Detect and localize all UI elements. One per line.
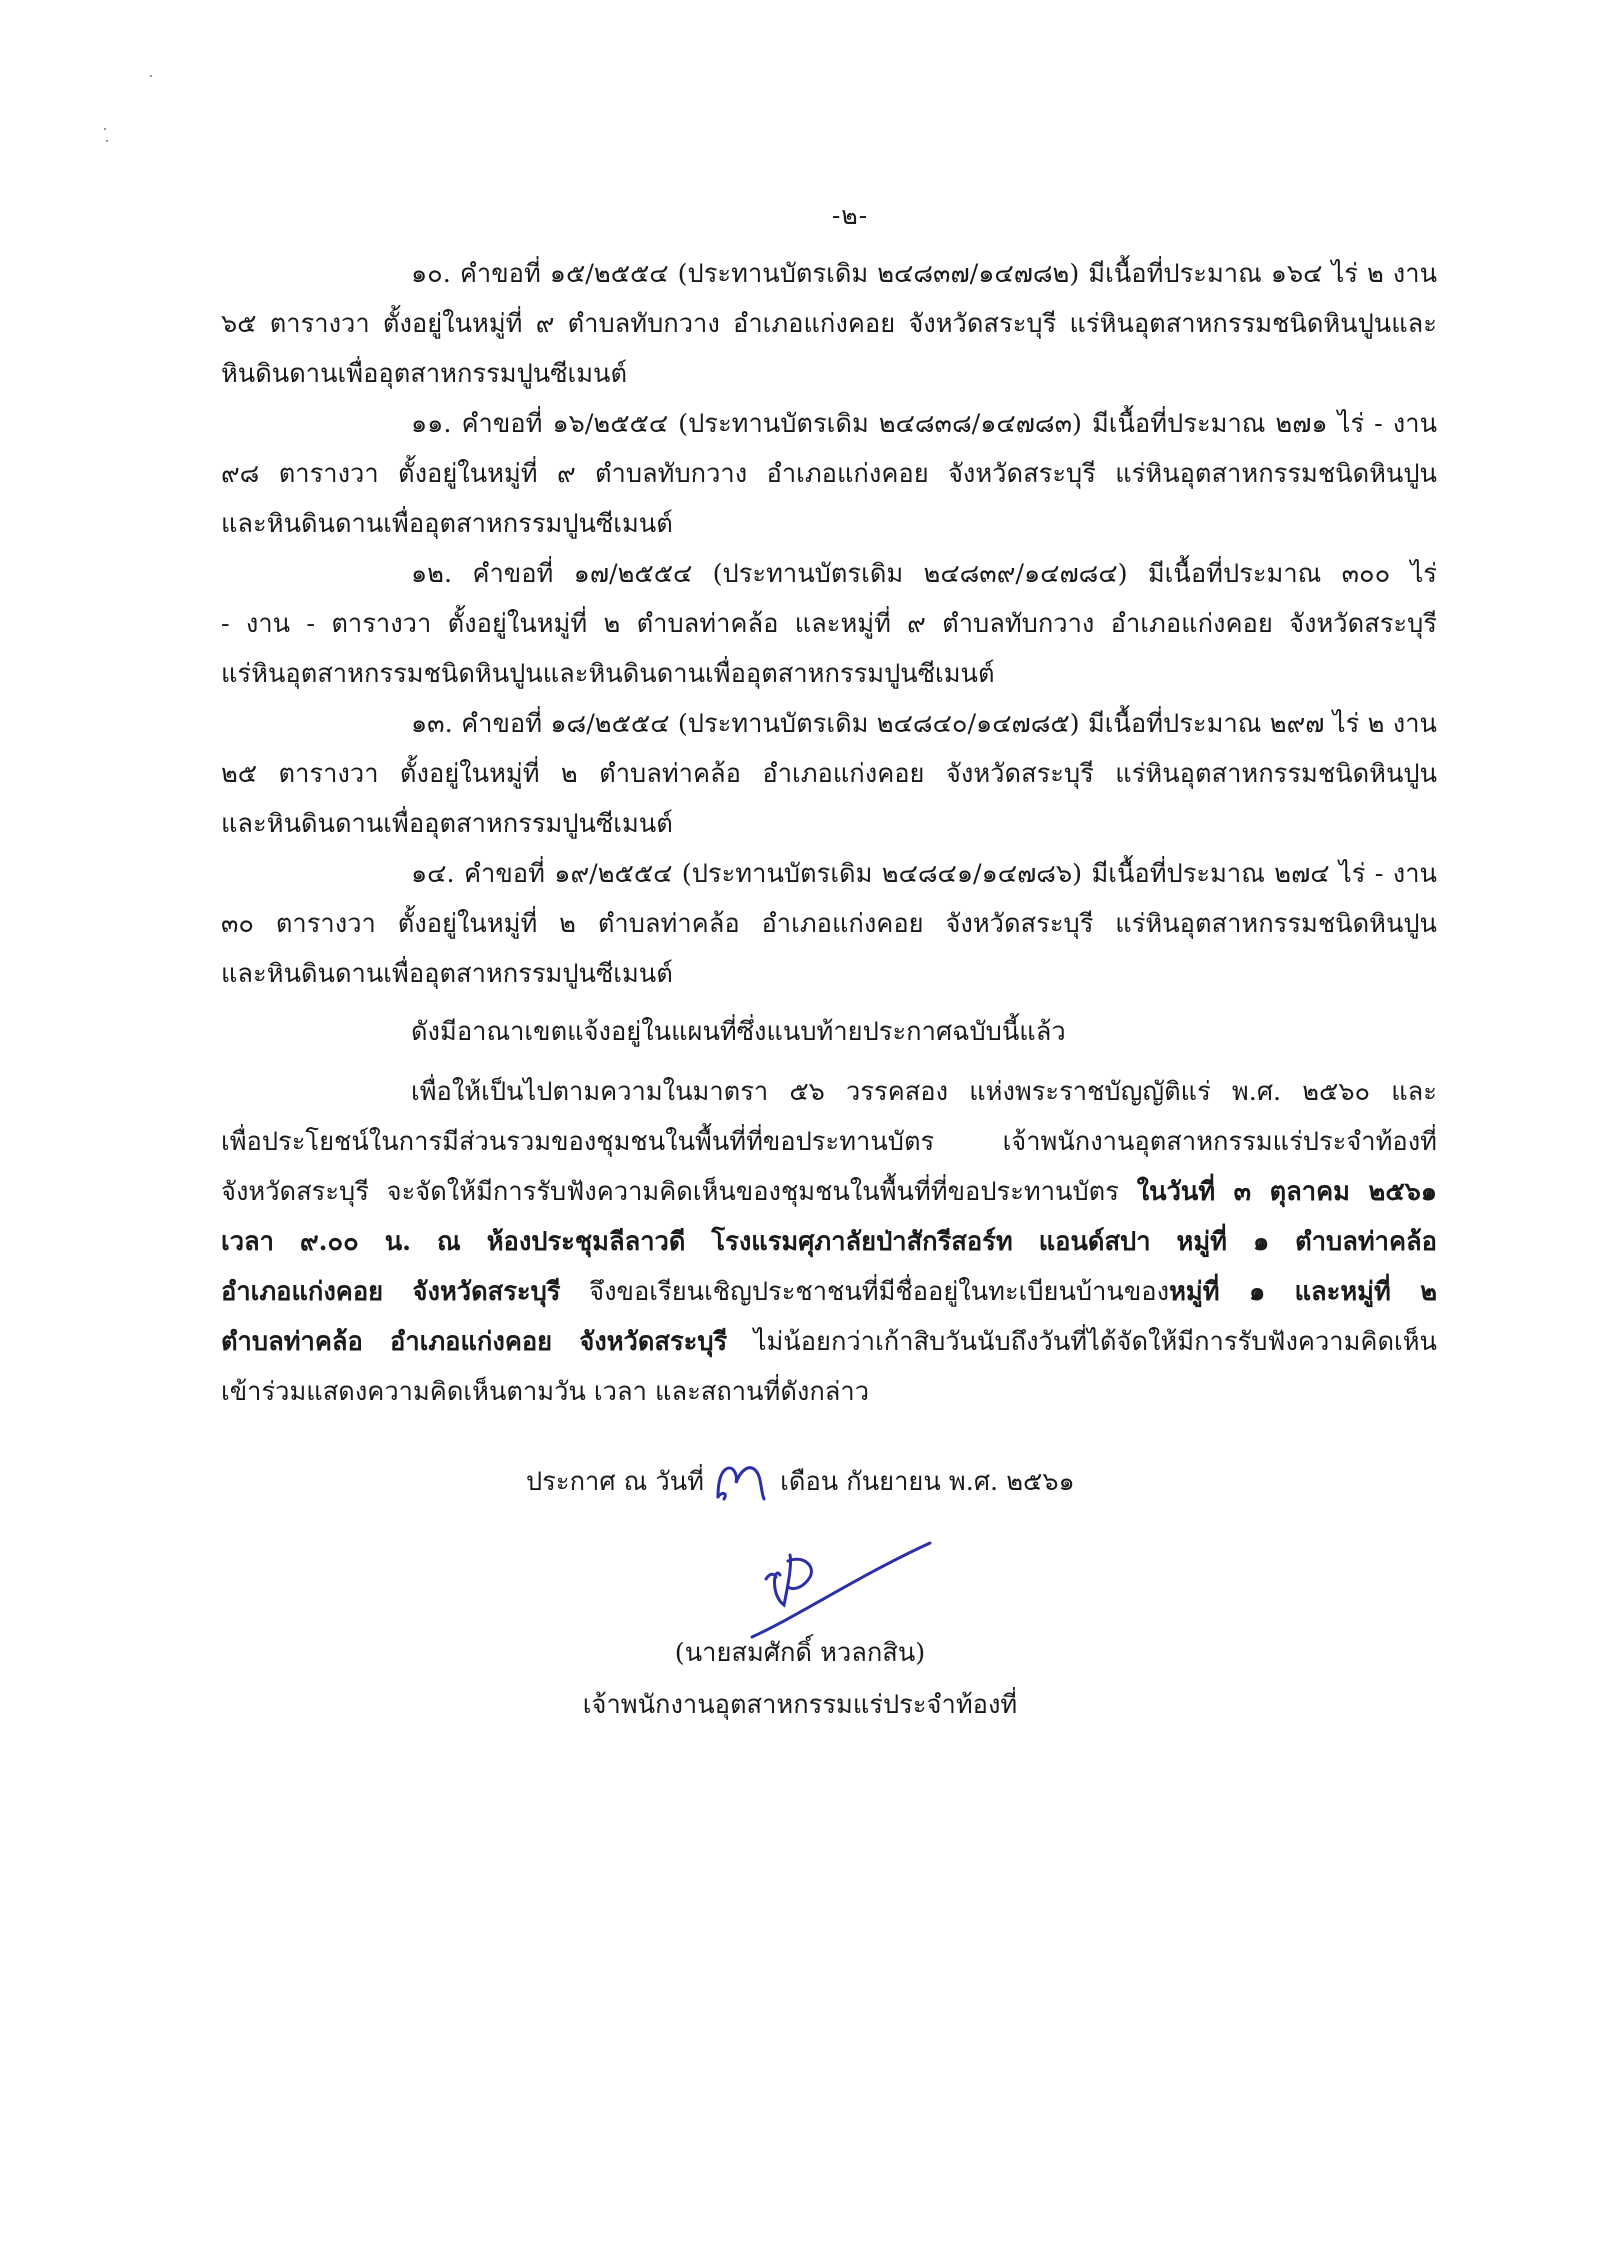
hearing-text: ไม่น้อยกว่าเก้าสิบวันนับถึงวันที่ได้จัดให้มีการรับฟังความคิดเห็น [727, 1327, 1437, 1357]
item-line: ๑๔. คำขอที่ ๑๙/๒๕๕๔ (ประทานบัตรเดิม ๒๔๘๔๑/๑๔๗๘๖) มีเนื้อที่ประมาณ ๒๗๔ ไร่ - งาน [411, 859, 1437, 889]
hearing-villages: หมู่ที่ ๑ และหมู่ที่ ๒ [1169, 1277, 1437, 1307]
hearing-venue: เวลา ๙.๐๐ น. ณ ห้องประชุมลีลาวดี โรงแรมศุภาลัยป่าสักรีสอร์ท แอนด์สปา หมู่ที่ ๑ ตำบลท่าคล้อ [221, 1227, 1437, 1257]
item-line: และหินดินดานเพื่ออุตสาหกรรมปูนซีเมนต์ [221, 809, 673, 839]
signature [740, 1525, 940, 1645]
item-line: ๖๕ ตารางวา ตั้งอยู่ในหมู่ที่ ๙ ตำบลทับกวาง อำเภอแก่งคอย จังหวัดสระบุรี แร่หินอุตสาหกรรมชนิดหินปูนและ [221, 309, 1437, 339]
item-line: ๑๐. คำขอที่ ๑๕/๒๕๕๔ (ประทานบัตรเดิม ๒๔๘๓๗/๑๔๗๘๒) มีเนื้อที่ประมาณ ๑๖๔ ไร่ ๒ งาน [411, 259, 1437, 289]
scan-speck [150, 75, 152, 77]
hearing-line: เพื่อให้เป็นไปตามความในมาตรา ๕๖ วรรคสอง แห่งพระราชบัญญัติแร่ พ.ศ. ๒๕๖๐ และ [411, 1077, 1437, 1107]
page-number: -๒- [831, 201, 869, 230]
list-item [221, 549, 1437, 699]
item-line: ๒๕ ตารางวา ตั้งอยู่ในหมู่ที่ ๒ ตำบลท่าคล้อ อำเภอแก่งคอย จังหวัดสระบุรี แร่หินอุตสาหกรรมชนิดหินปูน [221, 759, 1437, 789]
item-line: ๑๓. คำขอที่ ๑๘/๒๕๕๔ (ประทานบัตรเดิม ๒๔๘๔๐/๑๔๗๘๕) มีเนื้อที่ประมาณ ๒๙๗ ไร่ ๒ งาน [411, 709, 1437, 739]
hearing-text: จึงขอเรียนเชิญประชาชนที่มีชื่ออยู่ในทะเบียนบ้านของ [560, 1277, 1170, 1307]
announcement-prefix: ประกาศ ณ วันที่ [526, 1467, 704, 1497]
map-note-paragraph [221, 1007, 1437, 1057]
handwritten-day [712, 1463, 772, 1503]
item-line: ๑๒. คำขอที่ ๑๗/๒๕๕๔ (ประทานบัตรเดิม ๒๔๘๓๙/๑๔๗๘๔) มีเนื้อที่ประมาณ ๓๐๐ ไร่ [411, 559, 1437, 589]
hearing-paragraph [221, 1067, 1437, 1417]
announcement-suffix: เดือน กันยายน พ.ศ. ๒๕๖๑ [780, 1467, 1075, 1497]
hearing-line: เพื่อประโยชน์ในการมีส่วนรวมของชุมชนในพื้นที่ที่ขอประทานบัตร เจ้าพนักงานอุตสาหกรรมแร่ประจำท้องที่ [221, 1127, 1437, 1157]
signer-name: (นายสมศักดิ์ หวลกสิน) [674, 1638, 926, 1668]
item-line: และหินดินดานเพื่ออุตสาหกรรมปูนซีเมนต์ [221, 959, 673, 989]
signer-title: เจ้าพนักงานอุตสาหกรรมแร่ประจำท้องที่ [582, 1690, 1018, 1720]
hearing-line [221, 1167, 1437, 1217]
hearing-district: อำเภอแก่งคอย จังหวัดสระบุรี [221, 1277, 561, 1307]
hearing-line [221, 1317, 1437, 1367]
item-line: ๑๑. คำขอที่ ๑๖/๒๕๕๔ (ประทานบัตรเดิม ๒๔๘๓๘/๑๔๗๘๓) มีเนื้อที่ประมาณ ๒๗๑ ไร่ - งาน [411, 409, 1437, 439]
item-line: และหินดินดานเพื่ออุตสาหกรรมปูนซีเมนต์ [221, 509, 673, 539]
list-item [221, 399, 1437, 549]
item-line: หินดินดานเพื่ออุตสาหกรรมปูนซีเมนต์ [221, 359, 628, 389]
list-item [221, 249, 1437, 399]
item-line: ๙๘ ตารางวา ตั้งอยู่ในหมู่ที่ ๙ ตำบลทับกวาง อำเภอแก่งคอย จังหวัดสระบุรี แร่หินอุตสาหกรรมชนิดหินปูน [221, 459, 1437, 489]
hearing-line: เข้าร่วมแสดงความคิดเห็นตามวัน เวลา และสถานที่ดังกล่าว [221, 1377, 870, 1407]
hearing-subdistrict: ตำบลท่าคล้อ อำเภอแก่งคอย จังหวัดสระบุรี [221, 1327, 728, 1357]
item-line: แร่หินอุตสาหกรรมชนิดหินปูนและหินดินดานเพื่ออุตสาหกรรมปูนซีเมนต์ [221, 659, 995, 689]
list-item [221, 699, 1437, 849]
item-line: - งาน - ตารางวา ตั้งอยู่ในหมู่ที่ ๒ ตำบลท่าคล้อ และหมู่ที่ ๙ ตำบลทับกวาง อำเภอแก่งคอย จังหวัดสระบุรี [221, 609, 1437, 639]
list-item [221, 849, 1437, 999]
hearing-text: จังหวัดสระบุรี จะจัดให้มีการรับฟังความคิดเห็นของชุมชนในพื้นที่ที่ขอประทานบัตร [221, 1177, 1137, 1207]
announcement-date [526, 1457, 1075, 1507]
item-line: ๓๐ ตารางวา ตั้งอยู่ในหมู่ที่ ๒ ตำบลท่าคล้อ อำเภอแก่งคอย จังหวัดสระบุรี แร่หินอุตสาหกรรมชนิดหินปูน [221, 909, 1437, 939]
hearing-line [221, 1267, 1437, 1317]
scan-speck [104, 128, 106, 130]
hearing-date: ในวันที่ ๓ ตุลาคม ๒๕๖๑ [1136, 1177, 1437, 1207]
scan-speck [106, 140, 108, 142]
map-note: ดังมีอาณาเขตแจ้งอยู่ในแผนที่ซึ่งแนบท้ายประกาศฉบับนี้แล้ว [411, 1017, 1066, 1047]
